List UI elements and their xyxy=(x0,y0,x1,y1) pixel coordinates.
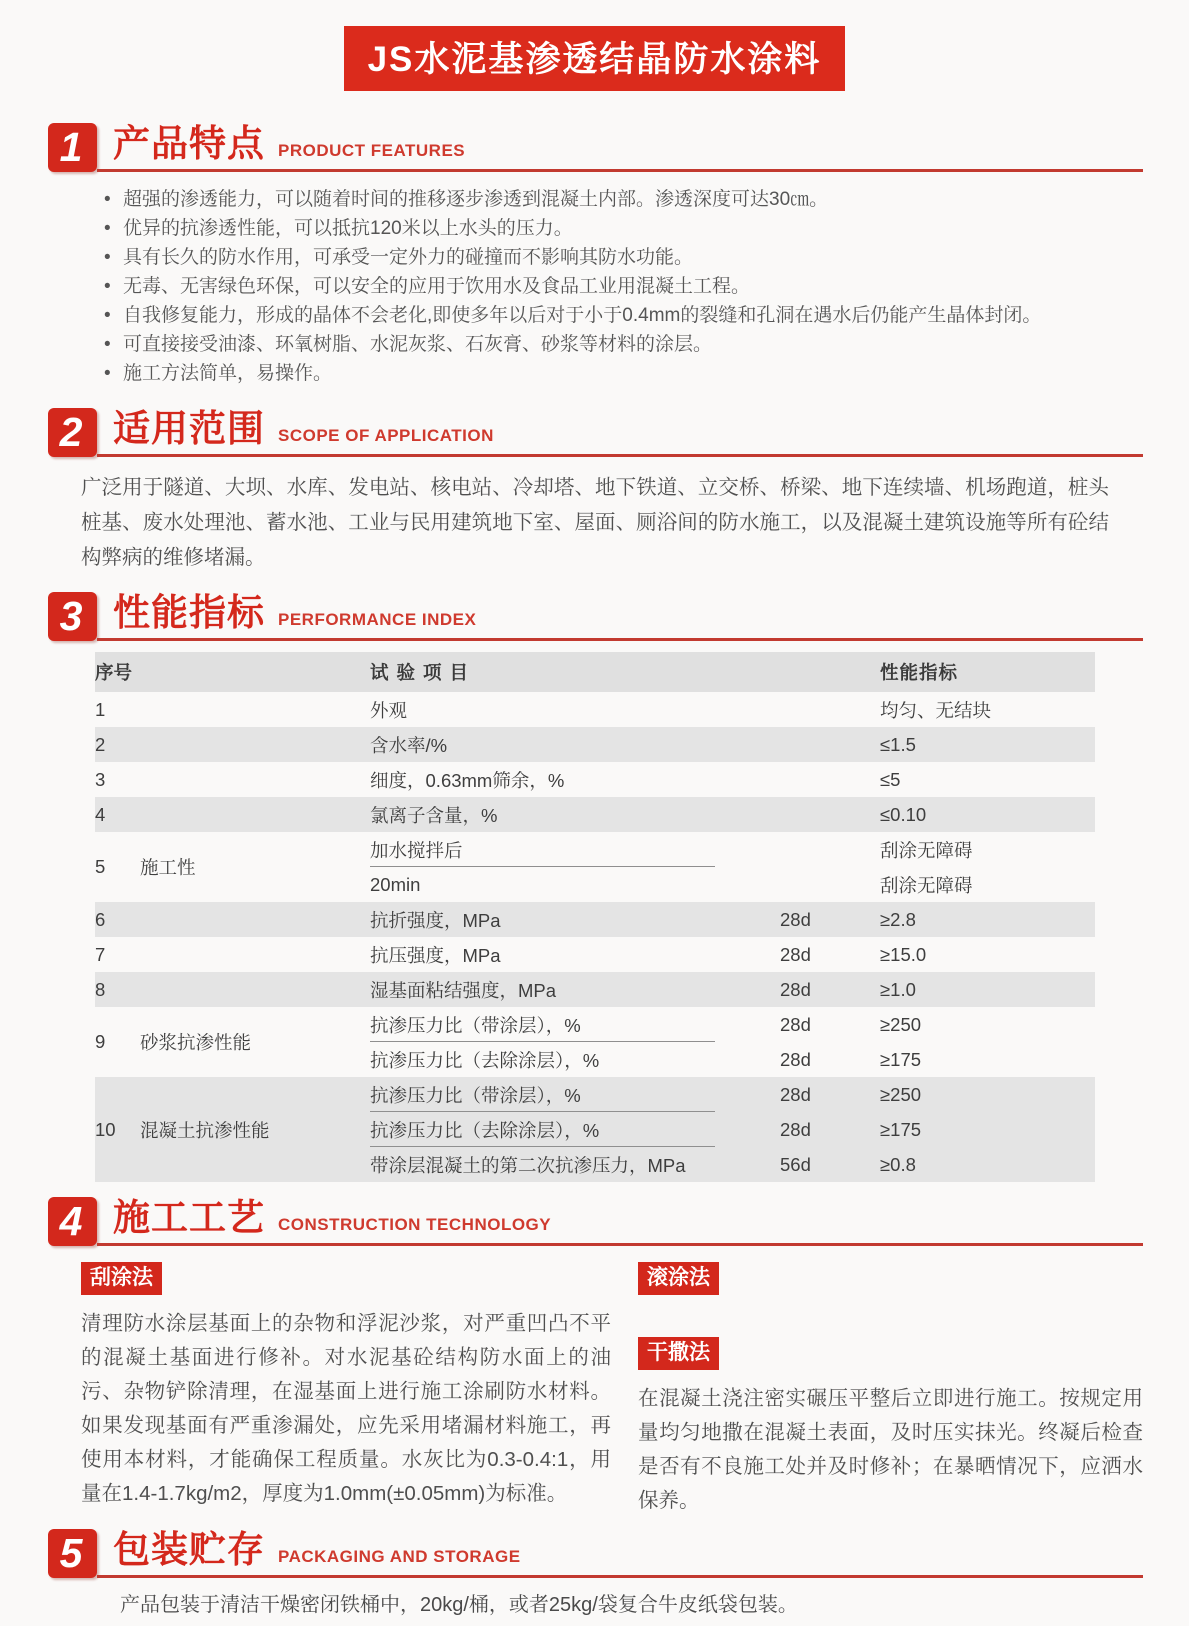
table-row xyxy=(95,762,1095,797)
cell-index: ≥2.8 xyxy=(880,908,916,930)
section-title-row xyxy=(97,592,1143,641)
method-badge-scrape: 刮涂法 xyxy=(81,1262,162,1295)
section-title: 包装贮存 xyxy=(113,1529,265,1571)
section-number-2: 2 xyxy=(48,408,97,457)
col-header-index: 性能指标 xyxy=(880,662,959,683)
cell-no: 3 xyxy=(95,768,106,790)
col-header-age xyxy=(780,652,880,692)
section-title-row xyxy=(97,408,1143,457)
method-drysprinkle-text: 在混凝土浇注密实碾压平整后立即进行施工。按规定用量均匀地撒在混凝土表面，及时压实抹光。终凝后检查是否有不良施工处并及时修补；在暴晒情况下，应洒水保养。 xyxy=(638,1387,1143,1513)
section-title-row xyxy=(97,1197,1143,1246)
scope-paragraph: 广泛用于隧道、大坝、水库、发电站、核电站、冷却塔、地下铁道、立交桥、桥梁、地下连续墙、机场跑道，桩头桩基、废水处理池、蓄水池、工业与民用建筑地下室、屋面、厕浴间的防水施工，以及混凝土建筑设施等所有砼结构弊病的维修堵漏。 xyxy=(81,476,1109,569)
section-number-5: 5 xyxy=(48,1529,97,1578)
table-row xyxy=(95,832,1095,867)
cell-index: ≥15.0 xyxy=(880,943,927,965)
cell-group: 砂浆抗渗性能 xyxy=(140,1032,252,1053)
section-header-construction xyxy=(48,1197,1143,1246)
cell-no: 1 xyxy=(95,698,106,720)
table-row xyxy=(95,1077,1095,1112)
feature-bullet: • 优异的抗渗透性能，可以抵抗120米以上水头的压力。 xyxy=(104,214,1129,243)
section-title-row xyxy=(97,1529,1143,1578)
cell-no: 6 xyxy=(95,908,106,930)
section-subtitle: SCOPE OF APPLICATION xyxy=(278,426,494,445)
cell-test: 抗压强度，MPa xyxy=(370,944,501,966)
section-title: 适用范围 xyxy=(113,408,265,449)
section-title-row xyxy=(97,123,1143,172)
feature-bullet: • 具有长久的防水作用，可承受一定外力的碰撞而不影响其防水功能。 xyxy=(104,243,1129,272)
cell-test: 含水率/% xyxy=(370,734,448,756)
cell-index: ≤0.10 xyxy=(880,803,927,825)
cell-age xyxy=(780,727,880,762)
section-subtitle: PACKAGING AND STORAGE xyxy=(278,1547,521,1567)
cell-index: ≥250 xyxy=(880,1013,922,1035)
cell-test: 抗渗压力比（带涂层），% xyxy=(370,1077,780,1112)
table-row xyxy=(95,797,1095,832)
cell-age: 28d xyxy=(780,978,811,1000)
cell-group: 施工性 xyxy=(140,857,196,878)
cell-age xyxy=(780,762,880,797)
cell-no: 2 xyxy=(95,733,106,755)
cell-test: 细度，0.63mm筛余，% xyxy=(370,769,565,791)
cell-age xyxy=(780,832,880,867)
method-scrape-text: 清理防水涂层基面上的杂物和浮泥沙浆，对严重凹凸不平的混凝土基面进行修补。对水泥基砼结构防水面上的油污、杂物铲除清理，在湿基面上进行施工涂刷防水材料。如果发现基面有严重渗漏处，应先采用堵漏材料施工，再使用本材料，才能确保工程质量。水灰比为0.3-0.4:1，用量在1.4-1.7kg/m2，厚度为1.0mm(±0.05mm)为标准。 xyxy=(81,1312,611,1506)
cell-age: 28d xyxy=(780,908,811,930)
cell-no: 4 xyxy=(95,803,106,825)
cell-group: 混凝土抗渗性能 xyxy=(140,1119,270,1141)
cell-test: 外观 xyxy=(370,699,408,721)
section-title: 施工工艺 xyxy=(113,1197,265,1238)
table-row xyxy=(95,727,1095,762)
cell-age xyxy=(780,797,880,832)
cell-age xyxy=(780,867,880,902)
table-row xyxy=(95,972,1095,1007)
section-subtitle: PERFORMANCE INDEX xyxy=(278,610,477,629)
col-header-test: 试验项目 xyxy=(370,662,477,683)
cell-no: 7 xyxy=(95,943,106,965)
section-scope xyxy=(0,408,1189,575)
method-badge-roll: 滚涂法 xyxy=(638,1262,719,1295)
cell-no: 9 xyxy=(95,1031,106,1052)
cell-test: 抗折强度，MPa xyxy=(370,909,501,931)
cell-no: 10 xyxy=(95,1118,116,1140)
feature-bullet: • 超强的渗透能力，可以随着时间的推移逐步渗透到混凝土内部。渗透深度可达30㎝。 xyxy=(104,185,1129,214)
table-row xyxy=(95,902,1095,937)
cell-index: ≥175 xyxy=(880,1118,922,1140)
cell-no: 5 xyxy=(95,856,106,877)
cell-index: 均匀、无结块 xyxy=(880,699,992,721)
cell-age: 28d xyxy=(780,1083,811,1105)
cell-no: 8 xyxy=(95,978,106,1000)
table-row xyxy=(95,937,1095,972)
section-title: 产品特点 xyxy=(113,123,265,164)
section-packaging xyxy=(0,1529,1189,1619)
method-scrape xyxy=(81,1262,611,1518)
feature-bullet: • 无毒、无害绿色环保，可以安全的应用于饮用水及食品工业用混凝土工程。 xyxy=(104,272,1129,301)
table-row xyxy=(95,692,1095,727)
cell-age: 28d xyxy=(780,1118,811,1140)
cell-age: 28d xyxy=(780,1048,811,1070)
cell-age xyxy=(780,692,880,727)
section-subtitle: CONSTRUCTION TECHNOLOGY xyxy=(278,1215,552,1234)
section-number-4: 4 xyxy=(48,1197,97,1246)
feature-bullet: • 可直接接受油漆、环氧树脂、水泥灰浆、石灰膏、砂浆等材料的涂层。 xyxy=(104,330,1129,359)
section-number-3: 3 xyxy=(48,592,97,641)
section-subtitle: PRODUCT FEATURES xyxy=(278,141,466,160)
cell-index: ≤1.5 xyxy=(880,733,916,755)
cell-age: 28d xyxy=(780,1013,811,1035)
cell-test: 加水搅拌后 xyxy=(370,832,780,867)
section-header-performance xyxy=(48,592,1143,641)
feature-bullet: • 自我修复能力，形成的晶体不会老化,即使多年以后对于小于0.4mm的裂缝和孔洞在遇水后仍能产生晶体封闭。 xyxy=(104,301,1129,330)
feature-list xyxy=(104,185,1129,388)
section-title: 性能指标 xyxy=(113,592,265,633)
cell-test: 带涂层混凝土的第二次抗渗压力，MPa xyxy=(370,1154,686,1176)
cell-test: 抗渗压力比（去除涂层），% xyxy=(370,1049,600,1071)
section-number-1: 1 xyxy=(48,123,97,172)
col-header-no: 序号 xyxy=(95,662,133,683)
cell-index: ≥250 xyxy=(880,1083,922,1105)
cell-age: 28d xyxy=(780,943,811,965)
cell-index: 刮涂无障碍 xyxy=(880,839,973,861)
cell-index: 刮涂无障碍 xyxy=(880,874,973,896)
cell-test: 氯离子含量，% xyxy=(370,804,498,826)
table-header-row xyxy=(95,652,1095,692)
section-construction xyxy=(0,1197,1189,1518)
cell-index: ≤5 xyxy=(880,768,901,790)
method-roll-and-dry xyxy=(638,1262,1143,1518)
cell-test: 湿基面粘结强度，MPa xyxy=(370,979,557,1001)
section-features xyxy=(0,123,1189,388)
performance-table-wrap xyxy=(95,652,1095,1182)
cell-test: 20min xyxy=(370,873,421,895)
feature-bullet: • 施工方法简单，易操作。 xyxy=(104,359,1129,388)
cell-age: 56d xyxy=(780,1153,811,1175)
section-header-packaging xyxy=(48,1529,1143,1578)
cell-test: 抗渗压力比（去除涂层），% xyxy=(370,1112,780,1147)
method-badge-drysprinkle: 干撒法 xyxy=(638,1337,719,1370)
methods-columns xyxy=(81,1262,1143,1518)
cell-test: 抗渗压力比（带涂层），% xyxy=(370,1007,780,1042)
section-header-scope xyxy=(48,408,1143,457)
section-performance xyxy=(0,592,1189,1182)
page-title: JS水泥基渗透结晶防水涂料 xyxy=(344,26,846,91)
performance-table xyxy=(95,652,1095,1182)
cell-index: ≥1.0 xyxy=(880,978,916,1000)
cell-index: ≥175 xyxy=(880,1048,922,1070)
packaging-text: 产品包装于清洁干燥密闭铁桶中，20kg/桶，或者25kg/袋复合牛皮纸袋包装。 xyxy=(120,1594,798,1617)
section-header-features xyxy=(48,123,1143,172)
cell-index: ≥0.8 xyxy=(880,1153,916,1175)
table-row xyxy=(95,1007,1095,1042)
